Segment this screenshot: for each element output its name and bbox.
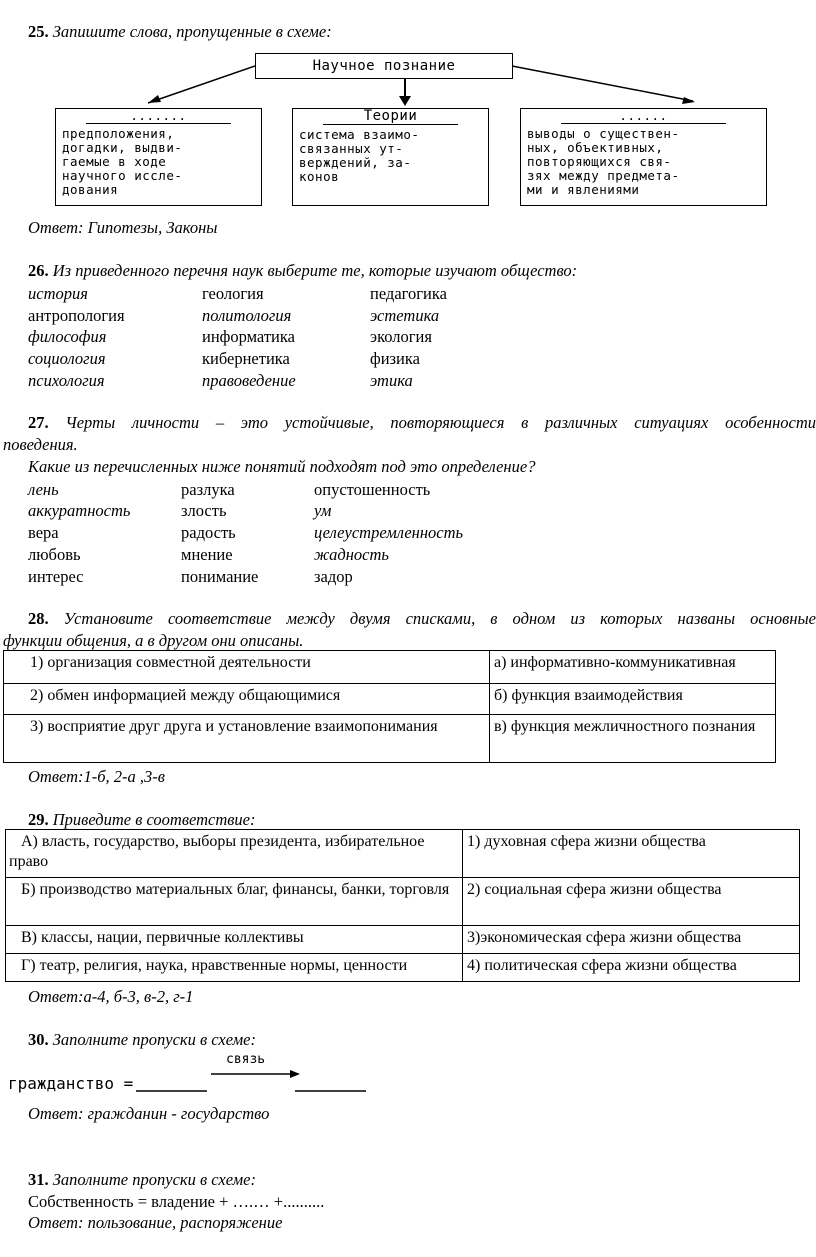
q28-heading [28,609,816,629]
scheme-right-box [520,108,767,206]
table-cell: 2) обмен информацией между общающимися [4,684,490,715]
q29-text: Приведите в соответствие: [52,810,256,829]
q28-number: 28. [28,609,49,628]
q26-word: экология [370,327,432,346]
table-cell: а) информативно-коммуникативная [490,651,776,684]
scheme-right-line: повторяющихся свя- [527,154,672,169]
table-row [4,715,776,763]
table-cell: 2) социальная сфера жизни общества [463,878,800,926]
q27-word: жадность [314,545,389,564]
q26-word: политология [202,306,292,325]
q26-text: Из приведенного перечня наук выберите те, которые изучают общество: [52,261,578,280]
scheme-top-label: Научное познание [312,58,456,74]
q27-word: разлука [181,480,235,499]
q31-text: Заполните пропуски в схеме: [52,1170,256,1189]
q31-answer: Ответ: пользование, распоряжение [28,1213,283,1232]
scheme-middle-line: связанных ут- [299,141,404,156]
q30-link-label: связь [226,1052,266,1067]
q31-heading [28,1170,256,1190]
q29-heading [28,810,255,830]
table-row [6,954,800,982]
q26-heading [28,261,577,281]
q25-text: Запишите слова, пропущенные в схеме: [52,22,332,41]
q26-word: эстетика [370,306,440,325]
q26-word: философия [28,327,107,346]
scheme-middle-title: Теории [323,109,458,125]
q31-number: 31. [28,1170,49,1189]
q27-word: злость [181,501,227,520]
q26-word: этика [370,371,413,390]
scheme-left-title: ....... [86,109,231,124]
scheme-left-line: гаемые в ходе [62,154,167,169]
q27-word: аккуратность [28,501,131,520]
q28-table [3,650,776,763]
q27-text-continued: поведения. [3,435,78,454]
table-cell: б) функция взаимодействия [490,684,776,715]
q26-word: психология [28,371,105,390]
table-row [6,830,800,878]
q26-number: 26. [28,261,49,280]
table-cell: в) функция межличностного познания [490,715,776,763]
q27-word: вера [28,523,59,542]
table-cell: 4) политическая сфера жизни общества [463,954,800,982]
q27-word: опустошенность [314,480,431,499]
table-row [4,684,776,715]
scheme-middle-box [292,108,489,206]
q29-number: 29. [28,810,49,829]
scheme-right-line: зях между предмета- [527,168,680,183]
q27-word: ум [314,501,332,520]
q26-word: социология [28,349,106,368]
q27-number: 27. [28,413,49,432]
q26-word: кибернетика [202,349,290,368]
scheme-left-line: дования [62,182,119,197]
table-cell: 3)экономическая сфера жизни общества [463,926,800,954]
q25-number: 25. [28,22,49,41]
q30-scheme-lines [0,1060,380,1100]
table-cell: Г) театр, религия, наука, нравственные нормы, ценности [6,954,463,982]
q30-heading [28,1030,256,1050]
scheme-right-title: ...... [561,109,726,124]
scheme-left-box [55,108,262,206]
scheme-middle-line: конов [299,169,340,184]
q26-word: антропология [28,306,125,325]
q27-word: интерес [28,567,84,586]
table-row [6,878,800,926]
q26-word: история [28,284,88,303]
table-row [6,926,800,954]
table-cell: 1) организация совместной деятельности [4,651,490,684]
scheme-left-line: научного иссле- [62,168,183,183]
table-cell: Б) производство материальных благ, финансы, банки, торговля [6,878,463,926]
table-cell: 1) духовная сфера жизни общества [463,830,800,878]
q26-word: геология [202,284,264,303]
table-row [4,651,776,684]
scheme-right-line: ных, объективных, [527,140,664,155]
q31-formula: Собственность = владение + ….… +.......... [28,1192,325,1211]
table-cell: 3) восприятие друг друга и установление взаимопонимания [4,715,490,763]
q26-word: физика [370,349,420,368]
q28-answer: Ответ:1-б, 2-а ,3-в [28,767,165,786]
scheme-left-line: предположения, [62,126,175,141]
q26-word: педагогика [370,284,447,303]
q29-table [5,829,800,982]
q28-text-continued: функции общения, а в другом они описаны. [3,631,304,650]
scheme-middle-body [293,128,488,184]
scheme-top-box [255,53,513,79]
q30-text: Заполните пропуски в схеме: [52,1030,256,1049]
q27-word: любовь [28,545,81,564]
table-cell: А) власть, государство, выборы президента, избирательное право [6,830,463,878]
scheme-left-body [56,127,261,197]
q27-word: понимание [181,567,259,586]
scheme-right-line: выводы о существен- [527,126,680,141]
q30-formula-left: гражданство = [8,1074,134,1093]
scheme-right-line: ми и явлениями [527,182,640,197]
q27-heading [28,413,816,433]
scheme-right-body [521,127,766,197]
scheme-middle-line: система взаимо- [299,127,420,142]
q27-word: целеустремленность [314,523,464,542]
q27-word: радость [181,523,236,542]
q30-answer: Ответ: гражданин - государство [28,1104,270,1123]
q27-word: задор [314,567,353,586]
q27-word: лень [28,480,59,499]
q25-answer: Ответ: Гипотезы, Законы [28,218,218,237]
q29-answer: Ответ:а-4, б-3, в-2, г-1 [28,987,194,1006]
q26-word: информатика [202,327,295,346]
q28-text: Установите соответствие между двумя списками, в одном из которых названы основные [63,609,816,628]
scheme-left-line: догадки, выдви- [62,140,183,155]
table-cell: В) классы, нации, первичные коллективы [6,926,463,954]
q26-word: правоведение [202,371,296,390]
scheme-middle-line: верждений, за- [299,155,412,170]
q30-number: 30. [28,1030,49,1049]
q27-word: мнение [181,545,233,564]
q27-text: Черты личности – это устойчивые, повторяющиеся в различных ситуациях особенности [65,413,816,432]
q27-question: Какие из перечисленных ниже понятий подходят под это определение? [28,457,536,476]
